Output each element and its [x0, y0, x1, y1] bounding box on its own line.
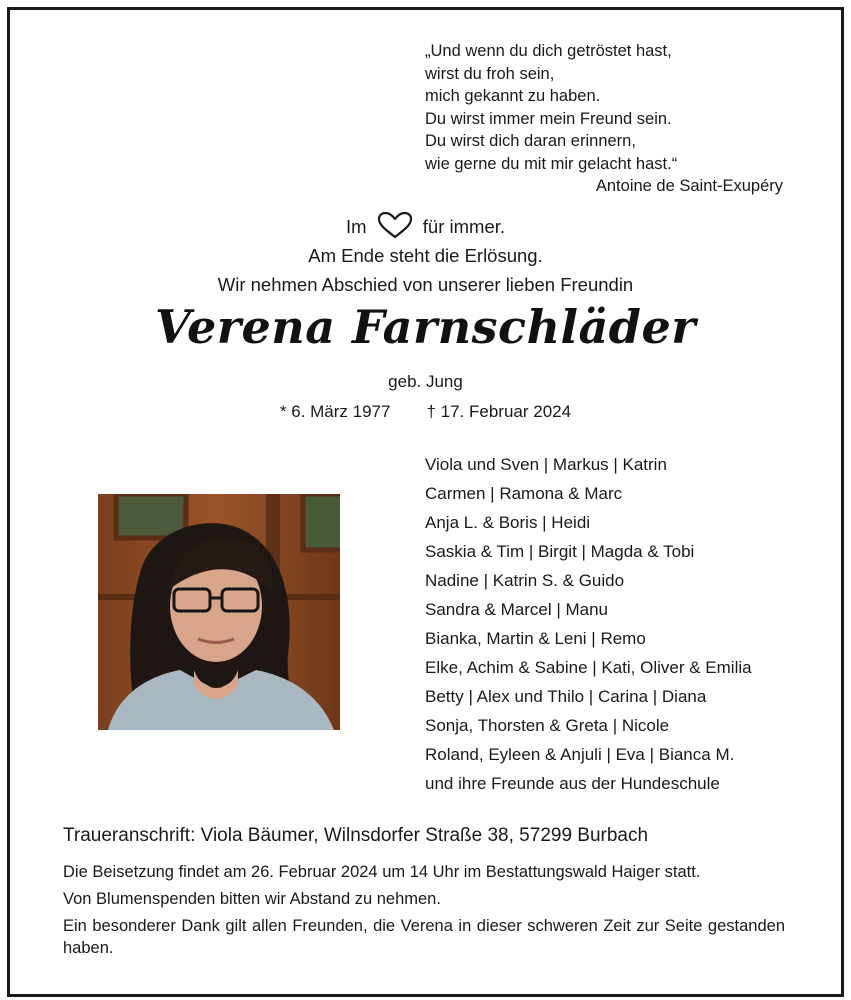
burial-note: Die Beisetzung findet am 26. Februar 2024 um 14 Uhr im Bestattungswald Haiger statt. [63, 863, 701, 881]
intro-block [0, 211, 851, 299]
quote-block [425, 40, 795, 198]
mourning-address: Traueranschrift: Viola Bäumer, Wilnsdorfer Straße 38, 57299 Burbach [63, 825, 649, 846]
list-item: Bianka, Martin & Leni | Remo [425, 629, 646, 648]
list-item: Betty | Alex und Thilo | Carina | Diana [425, 687, 707, 706]
quote-line: Du wirst dich daran erinnern, [425, 132, 636, 150]
birth-name: geb. Jung [388, 372, 463, 391]
heart-outline-icon [376, 211, 414, 239]
quote-line: wirst du froh sein, [425, 64, 555, 83]
thanks-note: Ein besonderer Dank gilt allen Freunden, die Verena in dieser schweren Zeit zur Seite gestanden haben. [63, 917, 785, 957]
quote-line: mich gekannt zu haben. [425, 87, 601, 105]
portrait-image [98, 494, 340, 730]
life-dates [0, 402, 851, 422]
death-date: † 17. Februar 2024 [426, 402, 572, 421]
list-item: Roland, Eyleen & Anjuli | Eva | Bianca M. [425, 745, 735, 764]
list-item: Nadine | Katrin S. & Guido [425, 571, 625, 590]
portrait-photo [98, 494, 340, 730]
intro-fuer-immer: für immer. [422, 216, 506, 237]
deceased-name: Verena Farnschläder [155, 300, 696, 354]
closing-notes [63, 861, 785, 964]
intro-line-2: Am Ende steht die Erlösung. [308, 245, 543, 266]
list-item: Viola und Sven | Markus | Katrin [425, 455, 667, 474]
quote-line: wie gerne du mit mir gelacht hast.“ [425, 154, 678, 173]
list-item: Sonja, Thorsten & Greta | Nicole [425, 716, 670, 735]
list-item: und ihre Freunde aus der Hundeschule [425, 774, 720, 793]
intro-im: Im [345, 216, 367, 237]
quote-author: Antoine de Saint-Exupéry [595, 177, 783, 195]
list-item: Anja L. & Boris | Heidi [425, 513, 591, 532]
list-item: Saskia & Tim | Birgit | Magda & Tobi [425, 542, 695, 561]
mourners-list [425, 450, 825, 798]
birth-date: * 6. März 1977 [279, 402, 391, 421]
intro-line-3: Wir nehmen Abschied von unserer lieben Freundin [217, 274, 634, 295]
list-item: Sandra & Marcel | Manu [425, 600, 608, 619]
flowers-note: Von Blumenspenden bitten wir Abstand zu nehmen. [63, 890, 441, 908]
quote-line: „Und wenn du dich getröstet hast, [425, 42, 672, 60]
quote-line: Du wirst immer mein Freund sein. [425, 109, 672, 128]
intro-line-heart [0, 211, 851, 241]
list-item: Carmen | Ramona & Marc [425, 484, 623, 503]
list-item: Elke, Achim & Sabine | Kati, Oliver & Emilia [425, 658, 752, 677]
